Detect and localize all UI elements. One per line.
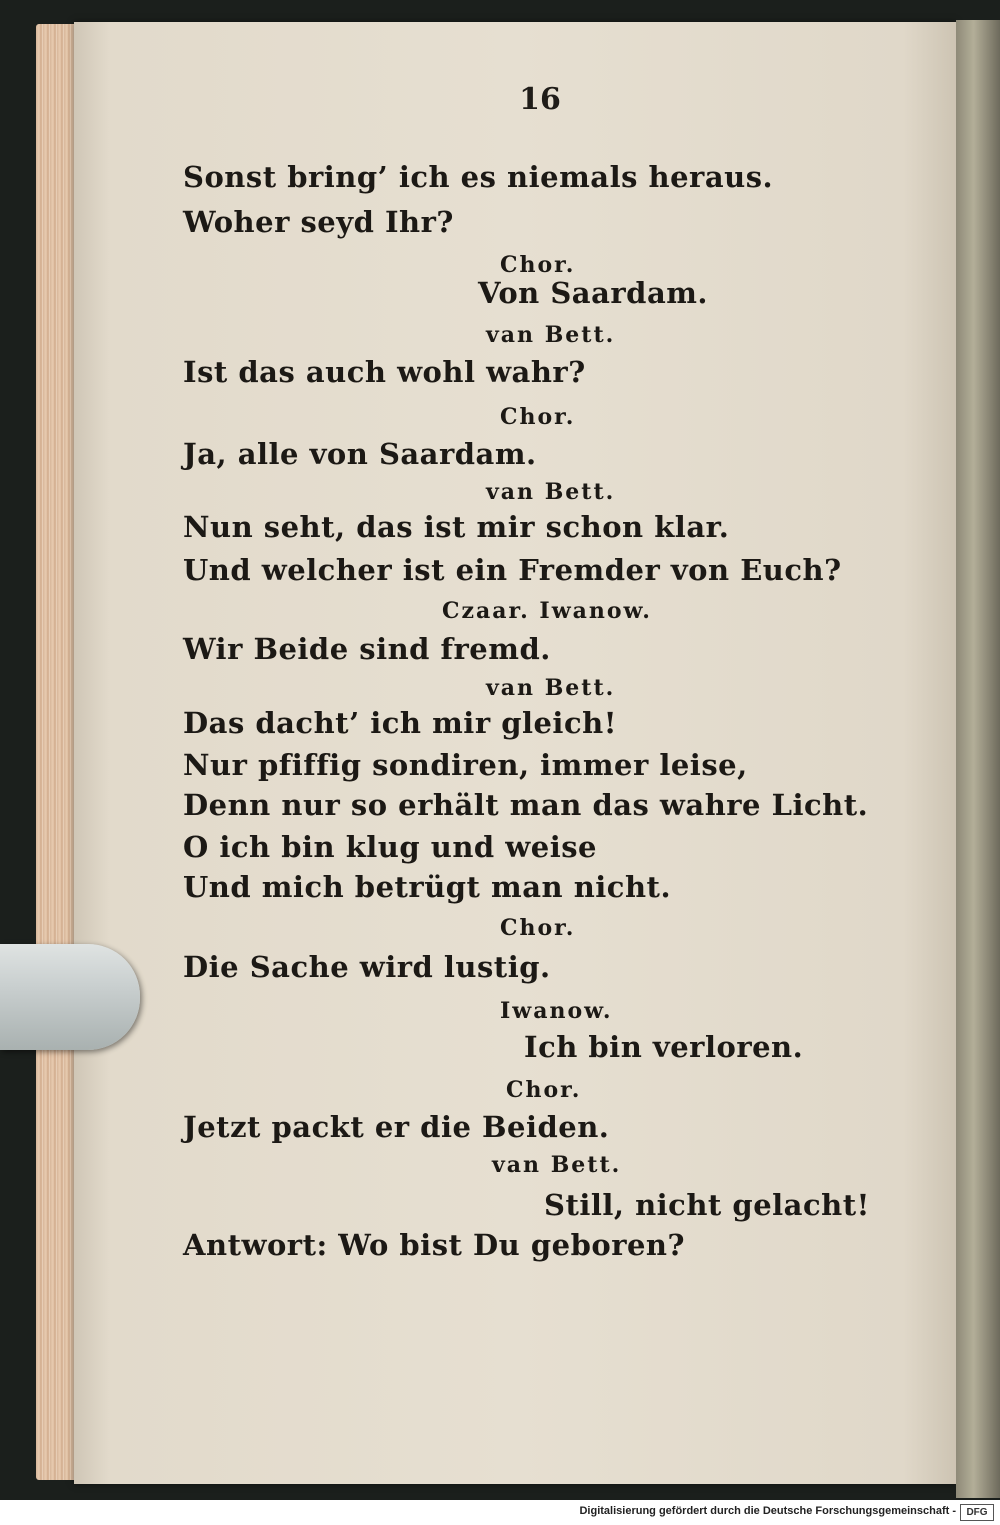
verse-line: O ich bin klug und weise (183, 830, 598, 864)
verse-line: Antwort: Wo bist Du geboren? (183, 1228, 686, 1262)
dfg-logo: DFG (960, 1504, 994, 1521)
page-clip (0, 944, 140, 1050)
speaker-label: van Bett. (486, 479, 616, 505)
funding-note: Digitalisierung gefördert durch die Deutsche Forschungsgemeinschaft - (579, 1505, 956, 1517)
verse-line: Nun seht, das ist mir schon klar. (183, 510, 730, 544)
speaker-label: van Bett. (486, 675, 616, 701)
facing-page-edge (956, 20, 1000, 1498)
speaker-label: Chor. (500, 915, 576, 941)
verse-line: Jetzt packt er die Beiden. (183, 1110, 610, 1144)
speaker-label: van Bett. (492, 1152, 622, 1178)
verse-line: Und welcher ist ein Fremder von Euch? (183, 553, 842, 587)
verse-line: Denn nur so erhält man das wahre Licht. (183, 788, 869, 822)
verse-line: Still, nicht gelacht! (544, 1188, 870, 1222)
verse-line: Ich bin verloren. (524, 1030, 804, 1064)
verse-line: Wir Beide sind fremd. (183, 632, 551, 666)
verse-line: Nur pfiffig sondiren, immer leise, (183, 748, 748, 782)
verse-line: Von Saardam. (478, 276, 709, 310)
verse-line: Und mich betrügt man nicht. (183, 870, 672, 904)
speaker-label: Chor. (500, 252, 576, 278)
verse-line: Das dacht’ ich mir gleich! (183, 706, 617, 740)
speaker-label: Chor. (506, 1077, 582, 1103)
speaker-label: Czaar. Iwanow. (442, 598, 652, 624)
verse-line: Ja, alle von Saardam. (183, 437, 537, 471)
speaker-label: van Bett. (486, 322, 616, 348)
verse-line: Woher seyd Ihr? (183, 205, 454, 239)
verse-line: Die Sache wird lustig. (183, 950, 551, 984)
speaker-label: Iwanow. (500, 998, 613, 1024)
verse-line: Sonst bring’ ich es niemals heraus. (183, 160, 774, 194)
page-number: 16 (519, 82, 561, 117)
verse-line: Ist das auch wohl wahr? (183, 355, 586, 389)
speaker-label: Chor. (500, 404, 576, 430)
footer-bar (0, 1500, 1000, 1525)
